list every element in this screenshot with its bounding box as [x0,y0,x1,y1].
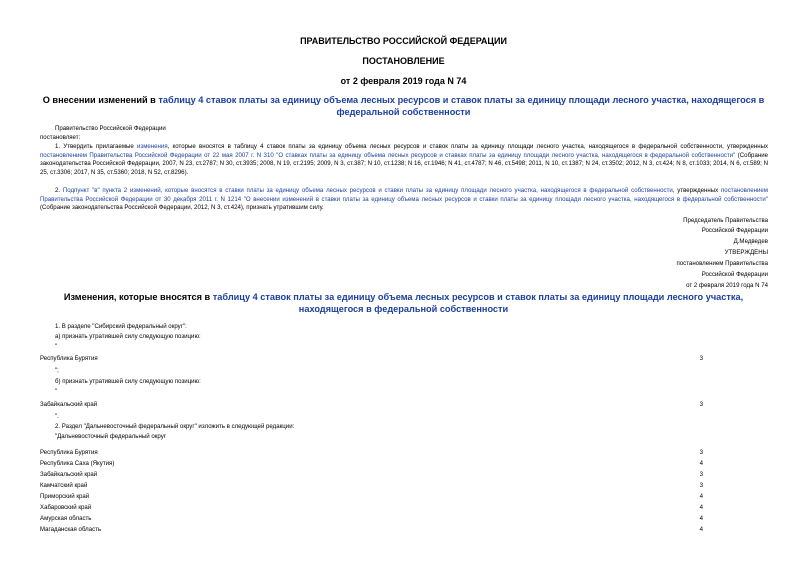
table-row [40,482,703,491]
document-type: ПОСТАНОВЛЕНИЕ [362,56,445,66]
table-row [40,355,703,364]
change-item-1b: б) признать утратившей силу следующую позицию: [55,378,201,385]
table-row [40,449,703,458]
table-row [40,493,703,502]
rate-value: 4 [699,504,703,511]
document-title-link[interactable]: таблицу 4 ставок платы за единицу объема лесных ресурсов и ставок платы за единицу площади лесного участка, находящегося в федеральной собственности [158,95,765,117]
region-name: Республика Бурятия [40,355,98,362]
rate-value: 3 [699,482,703,489]
table-row [40,471,703,480]
region-name: Республика Бурятия [40,449,98,456]
signature-name: Д.Медведев [733,238,768,245]
rate-value: 4 [699,460,703,467]
region-name: Магаданская область [40,526,102,533]
table-row [40,515,703,524]
table-row [40,526,703,535]
signature-title: Председатель Правительства [683,217,768,224]
document-title [40,94,767,118]
section-heading: "Дальневосточный федеральный округ [55,433,166,440]
paragraph-2-text-a: 2. [55,187,63,194]
region-name: Хабаровский край [40,504,92,511]
approval-date: от 2 февраля 2019 года N 74 [686,282,768,289]
rate-value: 3 [699,449,703,456]
region-name: Республика Саха (Якутия) [40,460,115,467]
table-row [40,460,703,469]
paragraph-1-text-b: , которые вносятся в таблицу 4 ставок платы за единицу объема лесных ресурсов и ставок платы за единицу площади лесного участка, находящегося в федеральной собственности, утвержденных [167,143,768,150]
rate-value: 4 [699,526,703,533]
region-name: Забайкальский край [40,471,98,478]
paragraph-2 [40,187,768,213]
quote-open-2: " [55,388,58,395]
paragraph-1-text-a: 1. Утвердить прилагаемые [55,143,138,150]
region-name: Приморский край [40,493,90,500]
quote-close-2: ". [55,413,59,420]
change-item-1: 1. В разделе "Сибирский федеральный округ": [55,323,187,330]
region-name: Амурская область [40,515,92,522]
quote-close-1: "; [55,367,59,374]
region-name: Камчатский край [40,482,88,489]
decree-310-link[interactable]: постановлением Правительства Российской Федерации от 22 мая 2007 г. N 310 "О ставках платы за единицу объема лесных ресурсов и ставках платы за единицу площади лесного участка, находящегося в федеральной собственности" [40,151,736,159]
paragraph-2-text-c: (Собрание законодательства Российской Федерации, 2012, N 3, ст.424), признать утратившим силу. [40,204,324,212]
quote-open-1: " [55,343,58,350]
changes-title-prefix: Изменения, которые вносятся в [63,292,213,302]
change-item-2: 2. Раздел "Дальневосточный федеральный округ" изложить в следующей редакции: [55,423,295,430]
approval-government: Российской Федерации [701,271,768,278]
rate-value: 4 [699,515,703,522]
intro-government: Правительство Российской Федерации [55,125,166,132]
rate-value: 4 [699,493,703,500]
subparagraph-link[interactable]: Подпункт "в" пункта 2 изменений, которые вносятся в ставки платы за единицу объема лесных ресурсов и ставки платы за единицу площади лесного участка, находящегося в федеральной собственности [62,187,673,194]
changes-link[interactable]: изменения [137,143,168,150]
approval-label: УТВЕРЖДЕНЫ [724,249,768,256]
document-title-prefix: О внесении изменений в [42,95,159,105]
region-name: Забайкальский край [40,401,98,408]
decree-1214-link[interactable]: постановлением Правительства Российской Федерации от 30 декабря 2011 г. N 1214 "О внесении изменений в ставки платы за единицу объема лесных ресурсов и ставки платы за единицу площади лесного участка, находящегося в федеральной собственности" [40,187,768,203]
intro-resolves: постановляет: [40,134,81,141]
approval-by: постановлением Правительства [676,260,768,267]
changes-title [40,291,767,315]
table-row [40,401,703,410]
paragraph-1 [40,143,768,177]
government-heading: ПРАВИТЕЛЬСТВО РОССИЙСКОЙ ФЕДЕРАЦИИ [300,36,507,46]
change-item-1a: а) признать утратившей силу следующую позицию: [55,333,201,340]
changes-title-link[interactable]: таблицу 4 ставок платы за единицу объема лесных ресурсов и ставок платы за единицу площади лесного участка, находящегося в федеральной собственности [212,292,744,314]
rate-value: 3 [699,355,703,362]
signature-government: Российской Федерации [701,227,768,234]
paragraph-1-text-c: (Собрание законодательства Российской Федерации, 2007, N 23, ст.2787; N 30, ст.3935; 2008, N 19, ст.2195; 2009, N 3, ст.387; N 10, ст.1238; N 16, ст.1946; N 41, ст.4787; N 46, ст.5498; 2011, N 10, ст.1387; N 24, ст.3502; 2012, N 3, ст.424; N 8, ст.1033; 2014, N 6, ст.589; N 25, ст.3306; 2017, N 35, ст.5360; 2018, N 52, ст.8296). [40,151,768,176]
table-row [40,504,703,513]
document-date: от 2 февраля 2019 года N 74 [340,76,467,86]
rate-value: 3 [699,401,703,408]
rate-value: 3 [699,471,703,478]
paragraph-2-text-b: , утвержденных [672,187,721,194]
